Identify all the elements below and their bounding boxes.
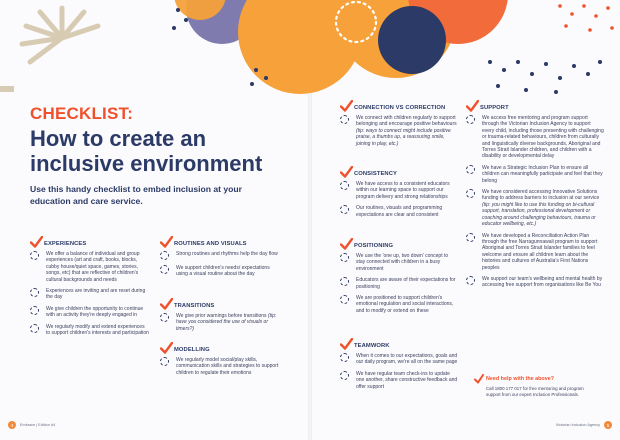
checkbox-circle[interactable] [340,353,349,362]
checklist-item-text: We are positioned to support children's emotional regulation and social interactions, and to modify or extend on these [356,295,454,314]
checklist-item [340,253,458,272]
footer-organisation: Victorian Inclusion Agency [555,423,600,427]
checklist-item [340,205,458,218]
checkmark-icon [466,100,479,112]
page-spine [308,0,312,440]
checklist-item-text: Strong routines and rhythms help the day flow [176,251,278,257]
checkbox-circle[interactable] [466,189,475,198]
section-consistency [340,166,458,223]
checklist-item-text: We access free mentoring and program support through the Victorian Inclusion Agency to support every child, including those presenting with challenging or trauma-related behaviours, children from culturally and linguistically diverse backgrounds, Aboriginal and Torres Strait Islander children, and children with a disability or developmental delay [482,115,604,160]
footer-left [8,421,59,429]
checklist-item-text [176,313,282,332]
checkbox-circle[interactable] [160,357,169,366]
item-tip-text: (tip: you might like to use this funding on bi-cultural support, translation, professional development or coaching around challenging behaviours, trauma or educator wellbeing, etc.) [482,201,596,228]
checkmark-icon [160,298,173,310]
checklist-label: CHECKLIST: [30,104,134,123]
checklist-item-text: Experiences are inviting and are reset during the day [46,288,146,301]
checkbox-circle[interactable] [30,288,39,297]
red-dots-decoration [558,4,614,32]
checkbox-circle[interactable] [30,306,39,315]
checklist-item-text: We have a Strategic Inclusion Plan to ensure all children can meaningfully participate and feel that they belong [482,164,603,184]
checkbox-circle[interactable] [30,251,39,260]
dotted-ring-decoration [336,2,376,42]
checklist-item [466,115,604,160]
orange-small-circle-decoration [174,0,226,20]
checklist-item-text: Our routines, visuals and programming expectations are clear and consistent [356,205,443,218]
checklist-item [160,357,282,376]
help-text: Call 1800 177 017 for free mentoring and program support from our expert Inclusion Professionals. [486,386,584,397]
checklist-item-text: We use the 'one up, two down' concept to stay connected with children in a busy environment [356,253,449,272]
checklist-item [340,181,458,200]
section-positioning [340,238,458,319]
section-routines-and-visuals [160,236,282,283]
item-main-text: We have considered accessing Innovative Solutions funding to address barriers to inclusion at our service [482,189,600,202]
checklist-item [466,276,604,289]
checklist-item [30,306,150,319]
checklist-item [30,324,150,337]
section-title: ROUTINES AND VISUALS [174,241,247,247]
section-title: CONNECTION VS CORRECTION [354,105,446,111]
checkbox-circle[interactable] [340,181,349,190]
checklist-item [30,251,150,283]
checklist-item-text: We have regular team check-ins to update one another, share constructive feedback and offer support [356,370,458,390]
section-title: POSITIONING [354,243,394,249]
item-tip-text: (tip: ways to connect might include positive praise, a thumbs up, a reassuring smile, joining in play, etc.) [356,127,451,147]
item-tip-text: (tip: have you considered the use of visuals or timers?) [176,313,277,332]
checklist-item [340,353,458,366]
sand-bar-decoration [0,86,14,92]
checklist-item [30,288,150,301]
checklist-item-text: Educators are aware of their expectations for positioning [356,277,456,290]
section-title: TEAMWORK [354,343,390,349]
checkbox-circle[interactable] [340,205,349,214]
section-title: EXPERIENCES [44,241,87,247]
section-connection-vs-correction [340,100,458,152]
checkbox-circle[interactable] [340,371,349,380]
checklist-item-text [482,189,604,227]
page-number-right: 5 [604,421,612,429]
checklist-item [160,265,282,278]
checklist-item-text: We regularly modify and extend experiences to support children's interests and participation [46,323,149,337]
purple-circle-decoration [186,0,258,44]
checklist-item-text: We support children's needs/ expectations using a visual routine about the day [176,265,270,278]
checkbox-circle[interactable] [466,276,475,285]
checkbox-circle[interactable] [466,233,475,242]
checklist-item-text [356,115,458,147]
checklist-item [340,115,458,147]
checkmark-icon [160,342,173,354]
checkbox-circle[interactable] [340,115,349,124]
checkbox-circle[interactable] [160,313,169,322]
section-title: SUPPORT [480,105,509,111]
checklist-item [466,165,604,184]
checklist-item-text: When it comes to our expectations, goals and our daily program, we're all on the same page [356,353,458,366]
checkmark-icon [30,236,43,248]
checkmark-icon [340,100,353,112]
orange-large-circle-decoration [238,0,362,94]
section-modelling [160,342,282,381]
footer-right [552,421,612,429]
checkmark-icon [340,238,353,250]
checkmark-icon [340,338,353,350]
checkbox-circle[interactable] [340,277,349,286]
checkbox-circle[interactable] [160,265,169,274]
checkmark-icon [474,374,484,384]
checklist-item-text: We have access to a consistent educators within our learning space to support our program delivery and strong relationships [356,181,450,200]
footer-publication: Embrace | Edition #4 [20,423,56,427]
checkbox-circle[interactable] [340,295,349,304]
item-main-text: We connect with children regularly to support belonging and encourage positive behaviours [356,115,457,128]
checkbox-circle[interactable] [340,253,349,262]
checkmark-icon [340,166,353,178]
section-transitions [160,298,282,337]
checklist-item [340,277,458,290]
section-title: CONSISTENCY [354,171,397,177]
navy-circle-decoration [378,6,446,74]
intro-text: Use this handy checklist to embed inclusion at your education and care service. [30,184,243,206]
checklist-item-text: We support our team's wellbeing and mental health by accessing free support from organisations like Be You [482,275,603,289]
checklist-item [160,251,282,260]
help-callout [470,376,602,420]
checklist-item-text: We have developed a Reconciliation Action Plan through the free Narragunnawali program to support Aboriginal and Torres Strait Islander families to feel welcome and ensure all children learn about the histories and cultures of Australia's First Nations peoples [482,232,598,271]
sunburst-rays-decoration [22,8,98,62]
checklist-item-text: We give children the opportunity to continue with an activity they're deeply engaged in [46,305,144,319]
checkbox-circle[interactable] [466,115,475,124]
checkmark-icon [160,236,173,248]
orange-right-circle-decoration [336,0,456,78]
help-title: Need help with the above? [486,376,554,382]
checklist-item [340,295,458,314]
navy-dots-decoration [172,8,602,94]
section-title: TRANSITIONS [174,303,215,309]
page-number-left: 4 [8,421,16,429]
checklist-item [466,233,604,271]
item-main-text: We give prior warnings before transitions [176,313,268,319]
section-teamwork [340,338,458,395]
red-orange-circle-decoration [408,0,508,44]
checkbox-circle[interactable] [466,165,475,174]
checkbox-circle[interactable] [160,251,169,260]
checklist-item-text: We offer a balance of individual and group experiences (art and craft, books, blocks, cubby house/quiet space, games, stories, songs, etc) that are reflective of children's cultural backgrounds and needs [46,251,140,283]
section-support [466,100,604,294]
checkbox-circle[interactable] [30,324,39,333]
section-experiences [30,236,150,341]
section-title: MODELLING [174,347,210,353]
page-title: How to create an inclusive environment [30,126,263,176]
checklist-item [160,313,282,332]
checklist-item-text: We regularly model social/play skills, communication skills and strategies to support children to regulate their emotions [176,357,279,376]
checklist-item [466,189,604,227]
checklist-item [340,371,458,390]
